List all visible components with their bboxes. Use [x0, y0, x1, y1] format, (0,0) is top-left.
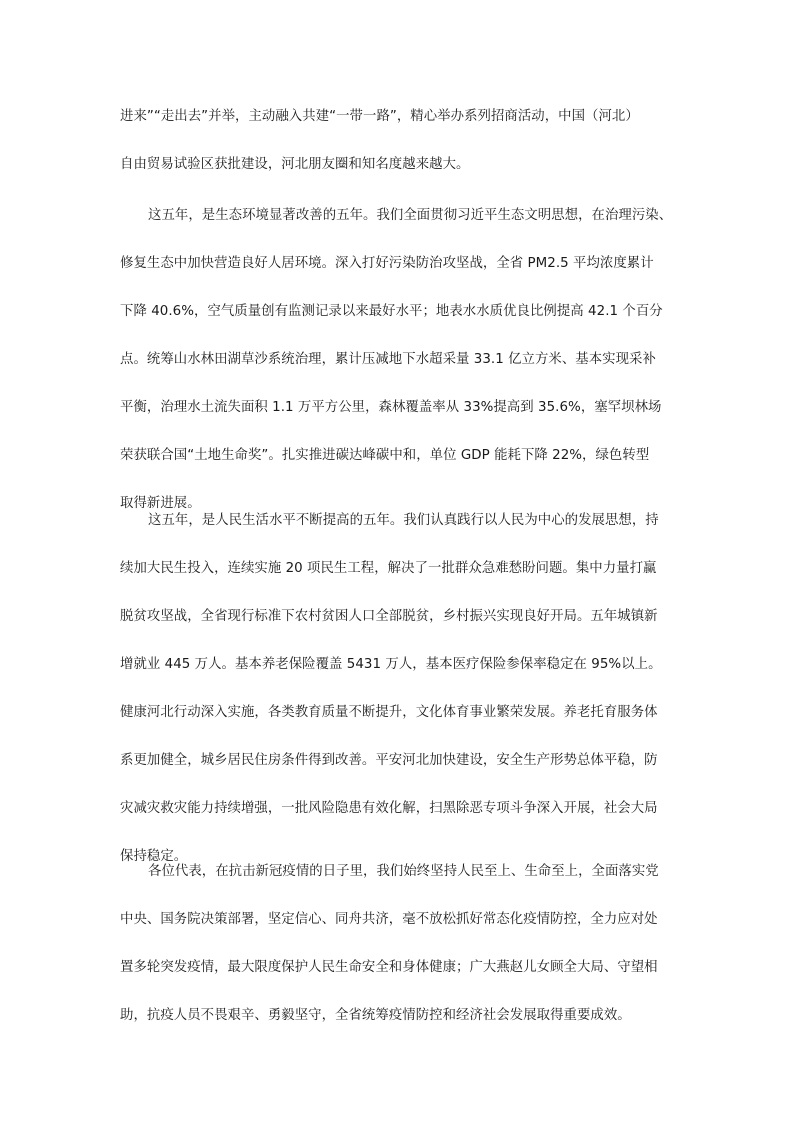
text-line: 各位代表，在抗击新冠疫情的日子里，我们始终坚持人民至上、生命至上，全面落实党 [148, 864, 659, 879]
text-line: 中央、国务院决策部署，坚定信心、同舟共济，毫不放松抓好常态化疫情防控，全力应对处 [120, 912, 658, 927]
paragraph-epidemic [120, 861, 680, 1053]
paragraph-livelihood [120, 510, 680, 894]
text-line: 平衡，治理水土流失面积 1.1 万平方公里，森林覆盖率从 33%提高到 35.6%，塞罕坝林场 [120, 400, 662, 415]
text-line: 健康河北行动深入实施，各类教育质量不断提升，文化体育事业繁荣发展。养老托育服务体 [120, 705, 658, 720]
text-line: 助，抗疫人员不畏艰辛、勇毅坚守，全省统筹疫情防控和经济社会发展取得重要成效。 [120, 1008, 631, 1023]
paragraph-opening-continuation [120, 106, 680, 202]
text-line: 这五年，是人民生活水平不断提高的五年。我们认真践行以人民为中心的发展思想，持 [148, 513, 659, 528]
text-line: 取得新进展。 [120, 496, 201, 511]
text-line: 增就业 445 万人。基本养老保险覆盖 5431 万人，基本医疗保险参保率稳定在 95%以上。 [120, 657, 662, 672]
text-line: 系更加健全，城乡居民住房条件得到改善。平安河北加快建设，安全生产形势总体平稳，防 [120, 753, 658, 768]
text-line: 续加大民生投入，连续实施 20 项民生工程，解决了一批群众急难愁盼问题。集中力量打赢 [120, 561, 657, 576]
text-line: 置多轮突发疫情，最大限度保护人民生命安全和身体健康；广大燕赵儿女顾全大局、守望相 [120, 960, 658, 975]
text-line: 自由贸易试验区获批建设，河北朋友圈和知名度越来越大。 [120, 157, 470, 172]
text-line: 保持稳定。 [120, 849, 188, 864]
text-line: 灾减灾救灾能力持续增强，一批风险隐患有效化解，扫黑除恶专项斗争深入开展，社会大局 [120, 801, 658, 816]
text-line: 脱贫攻坚战，全省现行标准下农村贫困人口全部脱贫，乡村振兴实现良好开局。五年城镇新 [120, 609, 658, 624]
text-line: 下降 40.6%，空气质量创有监测记录以来最好水平；地表水水质优良比例提高 42.1 个百分 [120, 304, 663, 319]
text-line: 点。统筹山水林田湖草沙系统治理，累计压减地下水超采量 33.1 亿立方米、基本实现采补 [120, 352, 656, 367]
paragraph-ecology [120, 205, 680, 541]
text-line: 这五年，是生态环境显著改善的五年。我们全面贯彻习近平生态文明思想，在治理污染、 [148, 208, 673, 223]
text-line: 进来”“走出去”并举，主动融入共建“一带一路”，精心举办系列招商活动，中国（河北） [120, 109, 639, 124]
text-line: 修复生态中加快营造良好人居环境。深入打好污染防治攻坚战，全省 PM2.5 平均浓度累计 [120, 256, 654, 271]
text-line: 荣获联合国“土地生命奖”。扎实推进碳达峰碳中和，单位 GDP 能耗下降 22%，绿色转型 [120, 448, 650, 463]
